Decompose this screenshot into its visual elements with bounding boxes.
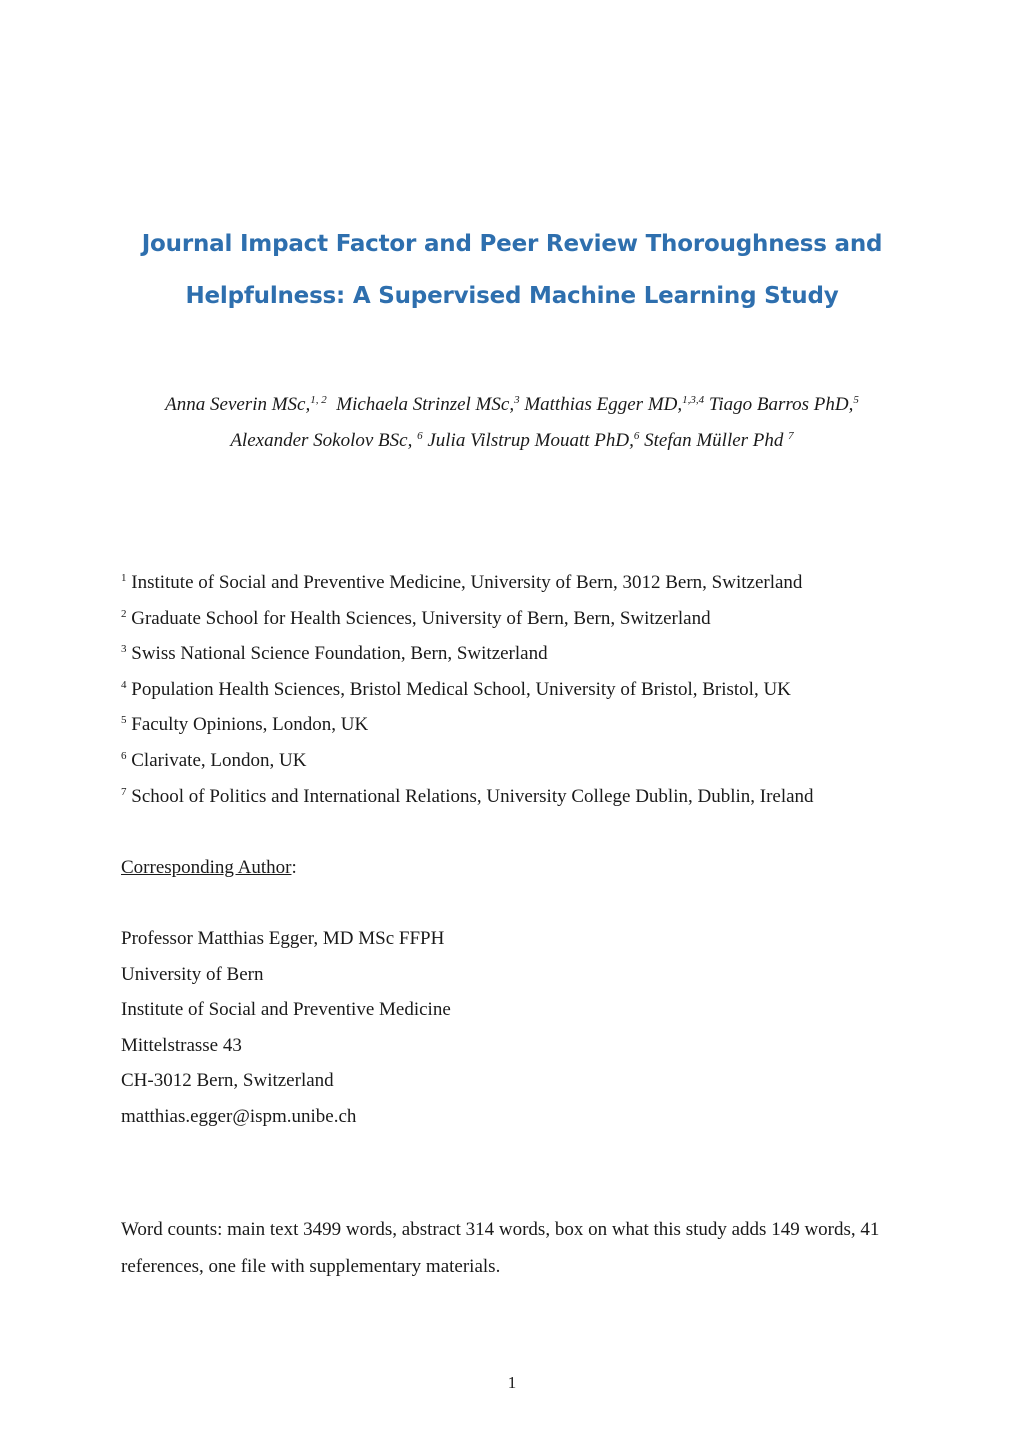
author-name: Matthias Egger MD,: [524, 394, 683, 415]
author-line-1: [0, 394, 1024, 416]
author-affiliation-sup: 3: [514, 394, 520, 406]
affiliation-text: Graduate School for Health Sciences, University of Bern, Bern, Switzerland: [131, 608, 711, 629]
affiliation-number: 5: [121, 714, 127, 726]
paper-title-line-1: Journal Impact Factor and Peer Review Thoroughness and: [141, 231, 883, 257]
author-name: Michaela Strinzel MSc,: [336, 394, 515, 415]
affiliation-item: [121, 572, 802, 594]
affiliation-text: Population Health Sciences, Bristol Medical School, University of Bristol, Bristol, UK: [131, 679, 791, 700]
author-affiliation-sup: 6: [633, 430, 640, 442]
affiliation-text: Institute of Social and Preventive Medicine, University of Bern, 3012 Bern, Switzerland: [131, 572, 803, 593]
affiliation-item: [121, 608, 711, 630]
author-affiliation-sup: 5: [853, 394, 859, 406]
page-number: 1: [507, 1373, 517, 1392]
affiliation-item: [121, 679, 791, 701]
author-affiliation-sup: 1, 2: [310, 394, 327, 406]
affiliation-number: 7: [121, 786, 127, 798]
author-name: Julia Vilstrup Mouatt PhD,: [427, 430, 634, 451]
author-name: Anna Severin MSc,: [165, 394, 311, 415]
affiliation-item: [121, 786, 814, 808]
affiliation-number: 1: [121, 572, 127, 584]
affiliation-number: 4: [121, 679, 127, 691]
affiliation-number: 6: [121, 750, 127, 762]
affiliation-item: [121, 750, 306, 772]
affiliation-number: 3: [121, 643, 127, 655]
word-counts-paragraph: Word counts: main text 3499 words, abstract 314 words, box on what this study adds 149 words, 41 references, one file with supplementary materials.: [121, 1219, 880, 1277]
corresponding-author-label: Corresponding Author: [121, 857, 292, 878]
author-affiliation-sup: 7: [788, 430, 794, 442]
corresponding-author-heading: [121, 857, 297, 879]
corresponding-author-name: Professor Matthias Egger, MD MSc FFPH: [121, 928, 445, 949]
affiliation-number: 2: [121, 608, 127, 620]
corresponding-author-street: Mittelstrasse 43: [121, 1035, 242, 1056]
author-affiliation-sup: 1,3,4: [682, 394, 705, 406]
corresponding-author-city: CH-3012 Bern, Switzerland: [121, 1070, 334, 1091]
corresponding-author-email: matthias.egger@ispm.unibe.ch: [121, 1106, 357, 1127]
corresponding-author-institute: Institute of Social and Preventive Medicine: [121, 999, 451, 1020]
affiliation-text: Faculty Opinions, London, UK: [131, 714, 369, 735]
affiliation-text: Swiss National Science Foundation, Bern, Switzerland: [131, 643, 548, 664]
author-name: Alexander Sokolov BSc,: [230, 430, 413, 451]
paper-title-line-2: Helpfulness: A Supervised Machine Learning Study: [185, 283, 839, 309]
affiliation-item: [121, 714, 368, 736]
corresponding-author-university: University of Bern: [121, 964, 264, 985]
author-name: Tiago Barros PhD,: [708, 394, 854, 415]
corresponding-author-colon: :: [291, 857, 297, 878]
affiliation-text: School of Politics and International Relations, University College Dublin, Dublin, Ireland: [131, 786, 814, 807]
affiliation-item: [121, 643, 548, 665]
author-line-2: [0, 430, 1024, 452]
author-affiliation-sup: 6: [417, 430, 423, 442]
author-name: Stefan Müller Phd: [644, 430, 784, 451]
affiliation-text: Clarivate, London, UK: [131, 750, 307, 771]
